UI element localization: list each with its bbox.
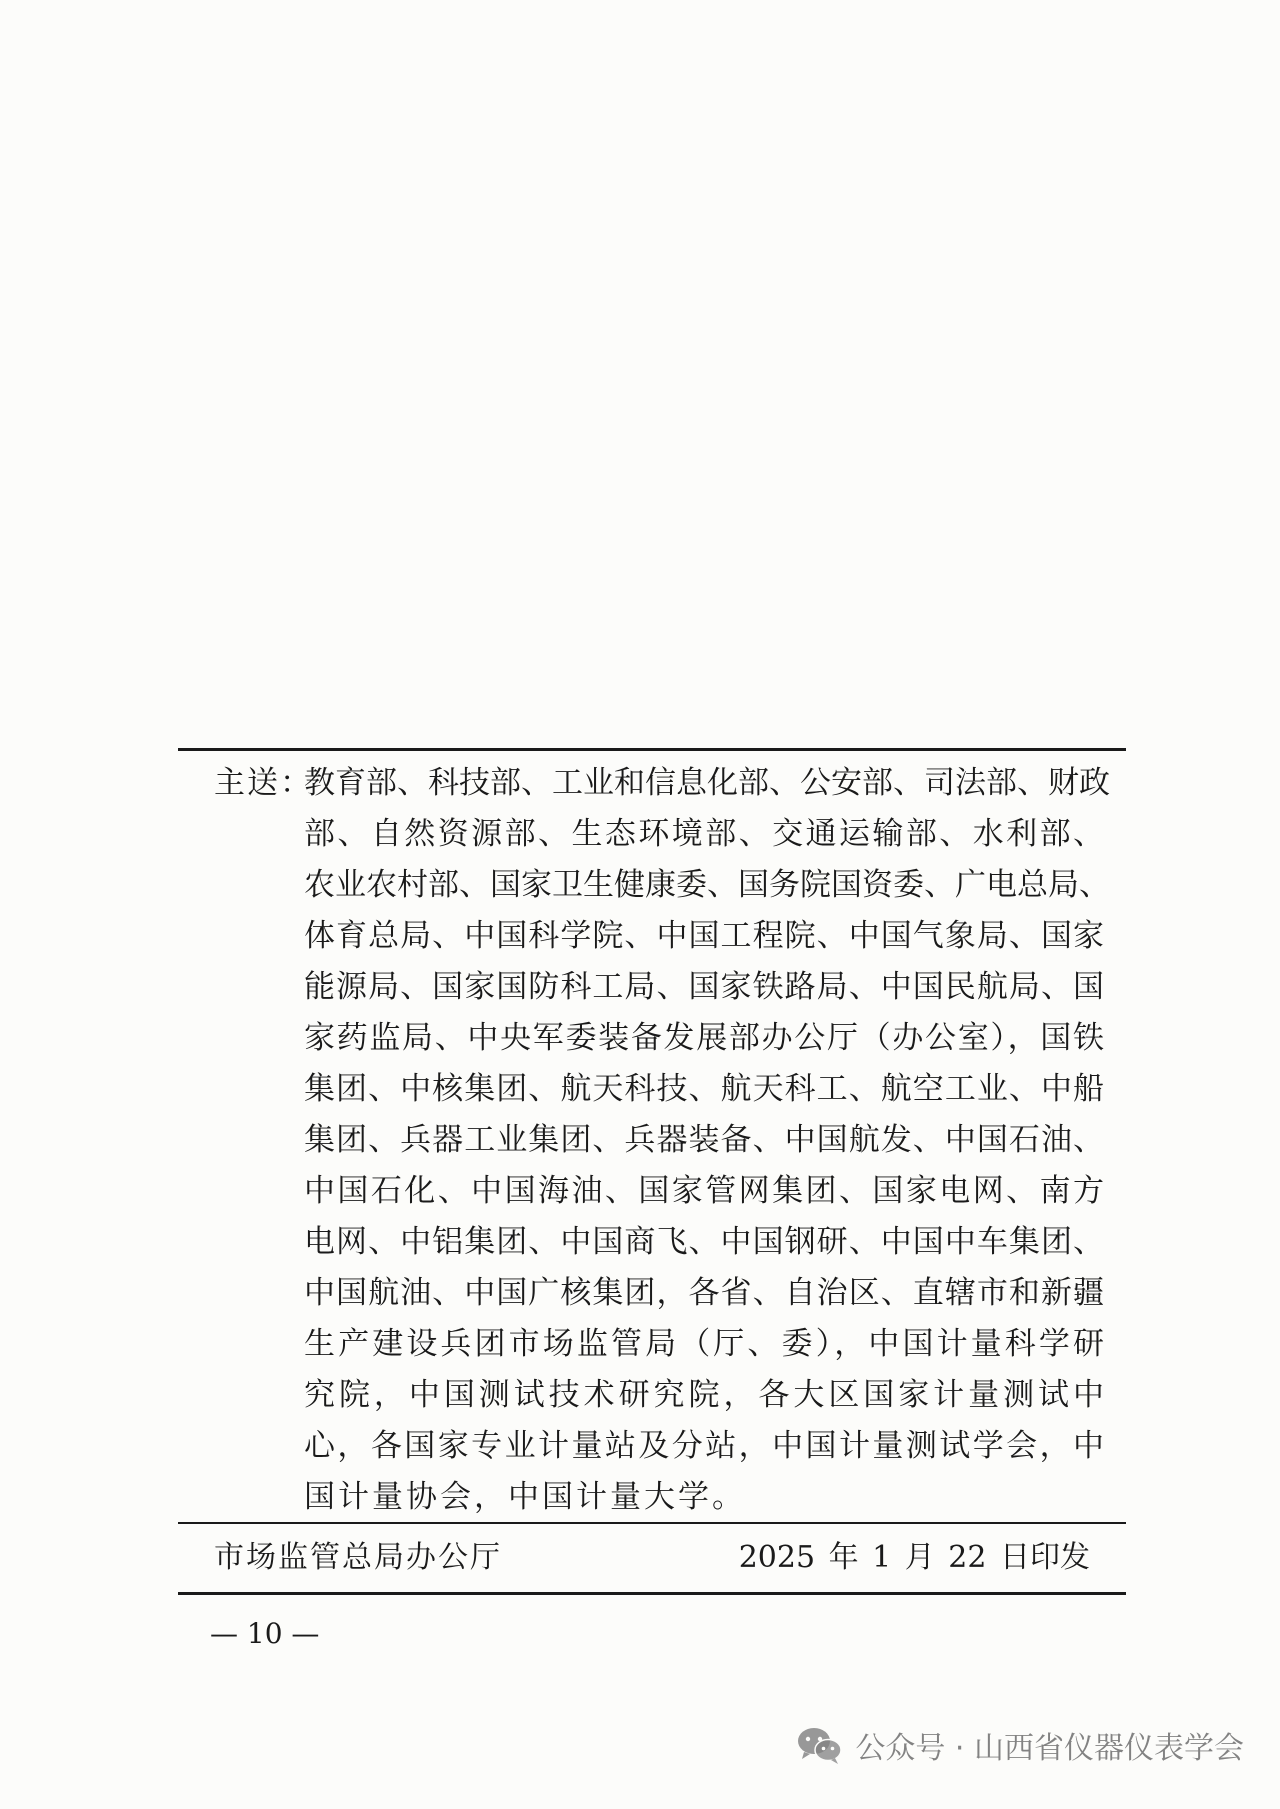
top-divider: [178, 748, 1126, 751]
cc-line: 中国石化、中国海油、国家管网集团、国家电网、南方: [304, 1173, 1104, 1209]
cc-line: 国计量协会，中国计量大学。: [304, 1479, 746, 1515]
issuing-office: 市场监管总局办公厅: [214, 1540, 502, 1575]
bottom-divider: [178, 1592, 1126, 1595]
cc-line: 生产建设兵团市场监管局（厅、委），中国计量科学研: [304, 1326, 1104, 1362]
cc-line: 电网、中铝集团、中国商飞、中国钢研、中国中车集团、: [304, 1224, 1104, 1260]
watermark-text: 公众号 · 山西省仪器仪表学会: [855, 1731, 1244, 1766]
cc-line: 中国航油、中国广核集团，各省、自治区、直辖市和新疆: [304, 1275, 1104, 1311]
cc-recipient-list: [304, 758, 1110, 1523]
issue-date: 2025 年 1 月 22 日印发: [738, 1540, 1090, 1575]
cc-line: 部、自然资源部、生态环境部、交通运输部、水利部、: [304, 816, 1104, 852]
cc-line: 集团、兵器工业集团、兵器装备、中国航发、中国石油、: [304, 1122, 1104, 1158]
cc-line: 家药监局、中央军委装备发展部办公厅（办公室），国铁: [304, 1020, 1104, 1056]
cc-line: 集团、中核集团、航天科技、航天科工、航空工业、中船: [304, 1071, 1104, 1107]
cc-line: 农业农村部、国家卫生健康委、国务院国资委、广电总局、: [304, 867, 1110, 903]
wechat-watermark: [795, 1723, 1244, 1767]
wechat-icon: [795, 1725, 845, 1765]
cc-line: 能源局、国家国防科工局、国家铁路局、中国民航局、国: [304, 969, 1104, 1005]
cc-line: 教育部、科技部、工业和信息化部、公安部、司法部、财政: [304, 765, 1110, 801]
cc-line: 究院，中国测试技术研究院，各大区国家计量测试中: [304, 1377, 1104, 1413]
cc-line: 体育总局、中国科学院、中国工程院、中国气象局、国家: [304, 918, 1104, 954]
page-number: — 10 —: [210, 1617, 320, 1650]
cc-line: 心，各国家专业计量站及分站，中国计量测试学会，中: [304, 1428, 1104, 1464]
middle-divider: [178, 1522, 1126, 1524]
cc-label: 主送：: [214, 765, 313, 801]
